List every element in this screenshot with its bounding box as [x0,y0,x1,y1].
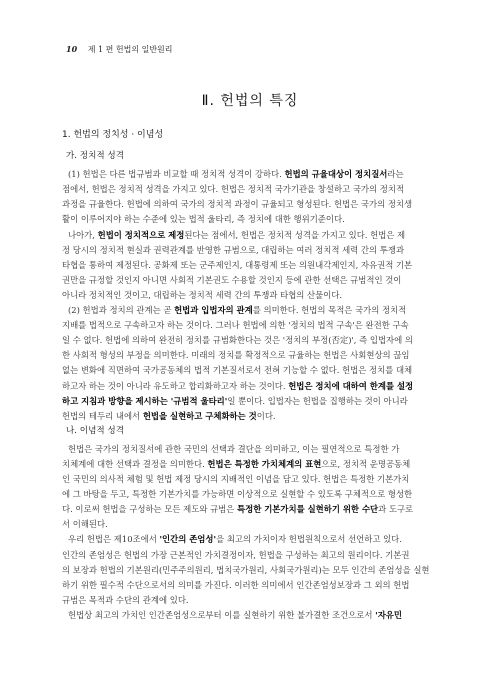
text-run: 한 사회적 형성의 부정을 의미한다. 미래의 정치를 확정적으로 규율하는 헌법은 사회현상의 끊임 [62,350,410,361]
text-run: 하기 위한 필수적 수단으로서의 의미를 가진다. 이러한 의미에서 인간존엄성보장과 그 외의 헌법 [62,579,410,590]
bold-text-run: 헌법은 특정한 가치체계의 표현 [207,458,322,469]
text-run: 헌법의 테두리 내에서 [62,410,143,421]
text-line [62,348,436,363]
paragraph-5 [62,532,436,607]
running-header [66,44,173,55]
text-run: 다. 이로써 헌법을 구성하는 모든 제도와 규범은 [62,504,238,515]
text-run: 아니라 정치적인 것이고, 대립하는 정치적 세력 간의 투쟁과 타협의 산물이다. [62,289,343,300]
text-run: 점에서, 헌법은 정치적 성격을 가지고 있다. 헌법은 정치적 국가기관을 창설하고 국가의 정치적 [62,184,405,195]
text-run: 서 이해된다. [62,519,108,530]
text-line [62,593,436,608]
page-number: 10 [66,44,78,54]
subsection-heading-ga: 가. 정치적 성격 [66,151,125,162]
text-line [62,212,436,227]
text-line [62,318,436,333]
text-run: 인간의 존엄성은 헌법의 가장 근본적인 가치결정이자, 헌법을 구성하는 최고의 원리이다. 기본권 [62,549,410,560]
text-run: 라는 [387,169,404,180]
text-run: (2) 헌법과 정치의 관계는 곧 [68,305,175,316]
text-run: 과정을 규율한다. 헌법에 의하여 국가의 정치적 과정이 규율되고 형성된다. 헌법은 국가의 정치생 [62,199,413,210]
text-line [62,472,436,487]
bold-text-run: '자유민 [375,609,402,620]
text-line [62,379,436,394]
text-run: 활이 이루어지야 하는 수준에 있는 법적 울타리, 즉 정치에 대한 행위기준이다. [62,214,345,225]
paragraph-1 [62,167,436,227]
text-run: 헌법은 국가의 정치질서에 관한 국민의 선택과 결단을 의미하고, 이는 필연적으로 특정한 가 [68,443,400,454]
text-run: 일 뿐이다. 입법자는 헌법을 집행하는 것이 아니라 [227,395,408,406]
text-run: 규범은 목적과 수단의 관계에 있다. [62,594,189,605]
text-line [62,517,436,532]
body-text [62,128,436,623]
text-line [62,303,436,318]
bold-text-run: 헌법의 규율대상이 정치질서 [284,169,388,180]
text-run: 헌법상 최고의 가치인 인간존엄성으로부터 이를 실현하기 위한 불가결한 조건으로서 [68,609,376,620]
running-title: 제 1 편 헌법의 일반원리 [87,45,173,54]
text-run: 우리 헌법은 제10조에서 [68,534,160,545]
text-line [62,167,436,182]
text-run: 된다는 점에서, 헌법은 정치적 성격을 가지고 있다. 헌법은 제 [184,229,406,240]
paragraph-4 [62,442,436,533]
text-run: (1) 헌법은 다른 법규범과 비교할 때 정치적 성격이 강하다. [68,169,285,180]
text-run: 타협을 통하여 제정된다. 공화제 또는 군주제인지, 대통령제 또는 의원내각제인지, 자유권적 기본 [62,259,413,270]
text-line [62,608,436,623]
text-line [62,578,436,593]
text-run: 없는 변화에 직면하여 국가공동체의 법적 기본질서로서 전혀 기능할 수 없다. 헌법은 정치를 대체 [62,365,413,376]
text-line [62,258,436,273]
text-line [62,409,436,424]
bold-text-run: 특정한 기본가치를 실현하기 위한 수단 [237,504,379,515]
subsection-heading-na: 나. 이념적 성격 [66,425,125,436]
text-line [62,243,436,258]
text-line [62,442,436,457]
text-run: 지배를 법적으로 구속하고자 하는 것이다. 그러나 헌법에 의한 '정치의 법적 구속'은 완전한 구속 [62,320,409,331]
text-line [62,363,436,378]
text-line [62,228,436,243]
text-run: 를 의미한다. 헌법의 목적은 국가의 정치적 [252,305,407,316]
text-run: 을 최고의 가치이자 헌법원칙으로서 선언하고 있다. [216,534,402,545]
text-line [62,273,436,288]
text-line [62,563,436,578]
bold-text-run: 헌법은 정치에 대하여 한계를 설정 [288,380,414,391]
bold-text-run: 헌법을 실현하고 구체화하는 것 [142,410,257,421]
text-line [62,487,436,502]
text-line [62,333,436,348]
bold-text-run: 헌법이 정치적으로 제정 [97,229,185,240]
text-line [62,197,436,212]
text-line [62,288,436,303]
text-run: 이다. [256,410,276,421]
text-line [62,548,436,563]
text-line [62,182,436,197]
paragraph-3 [62,303,436,424]
text-line [62,457,436,472]
text-run: 과 도구로 [378,504,414,515]
text-run: 의 보장과 헌법의 기본원리(민주주의원리, 법치국가원리, 사회국가원리)는 모두 인간의 존엄성을 실현 [62,564,430,575]
text-line [62,532,436,547]
text-run: 하고자 하는 것이 아니라 유도하고 합리화하고자 하는 것이다. [62,380,289,391]
bold-text-run: 헌법과 입법자의 관계 [174,305,253,316]
paragraph-2 [62,228,436,303]
text-run: 으로, 정치적 운명공동체 [321,458,411,469]
text-run: 인 국민의 의사적 체험 및 헌법 제정 당시의 지배적인 이념을 담고 있다. 헌법은 특정한 기본가치 [62,474,410,485]
chapter-title: Ⅱ. 헌법의 특징 [201,93,299,109]
text-run: 일 수 없다. 헌법에 의하여 완전히 정치를 규범화한다는 것은 '정치의 부정(否定)', 즉 입법자에 의 [62,335,413,346]
section-heading: 1. 헌법의 정치성 · 이념성 [62,130,164,140]
text-run: 정 당시의 정치적 현실과 권력관계를 반영한 규범으로, 대립하는 여러 정치적 세력 간의 투쟁과 [62,244,405,255]
bold-text-run: 하고 지침과 방향을 제시하는 '규범적 울타리' [62,395,228,406]
text-run: 권만을 규정할 것인지 아니면 사회적 기본권도 수용할 것인지 등에 관한 선택은 규범적인 것이 [62,274,402,285]
text-run: 나아가, [68,229,98,240]
text-run: 치체계에 대한 선택과 결정을 의미한다. [62,458,208,469]
paragraph-6 [62,608,436,623]
text-line [62,394,436,409]
text-line [62,502,436,517]
bold-text-run: '인간의 존엄성' [159,534,217,545]
text-run: 에 그 바탕을 두고, 특정한 기본가치를 가능하면 이상적으로 실현할 수 있도록 구체적으로 형성한 [62,489,413,500]
